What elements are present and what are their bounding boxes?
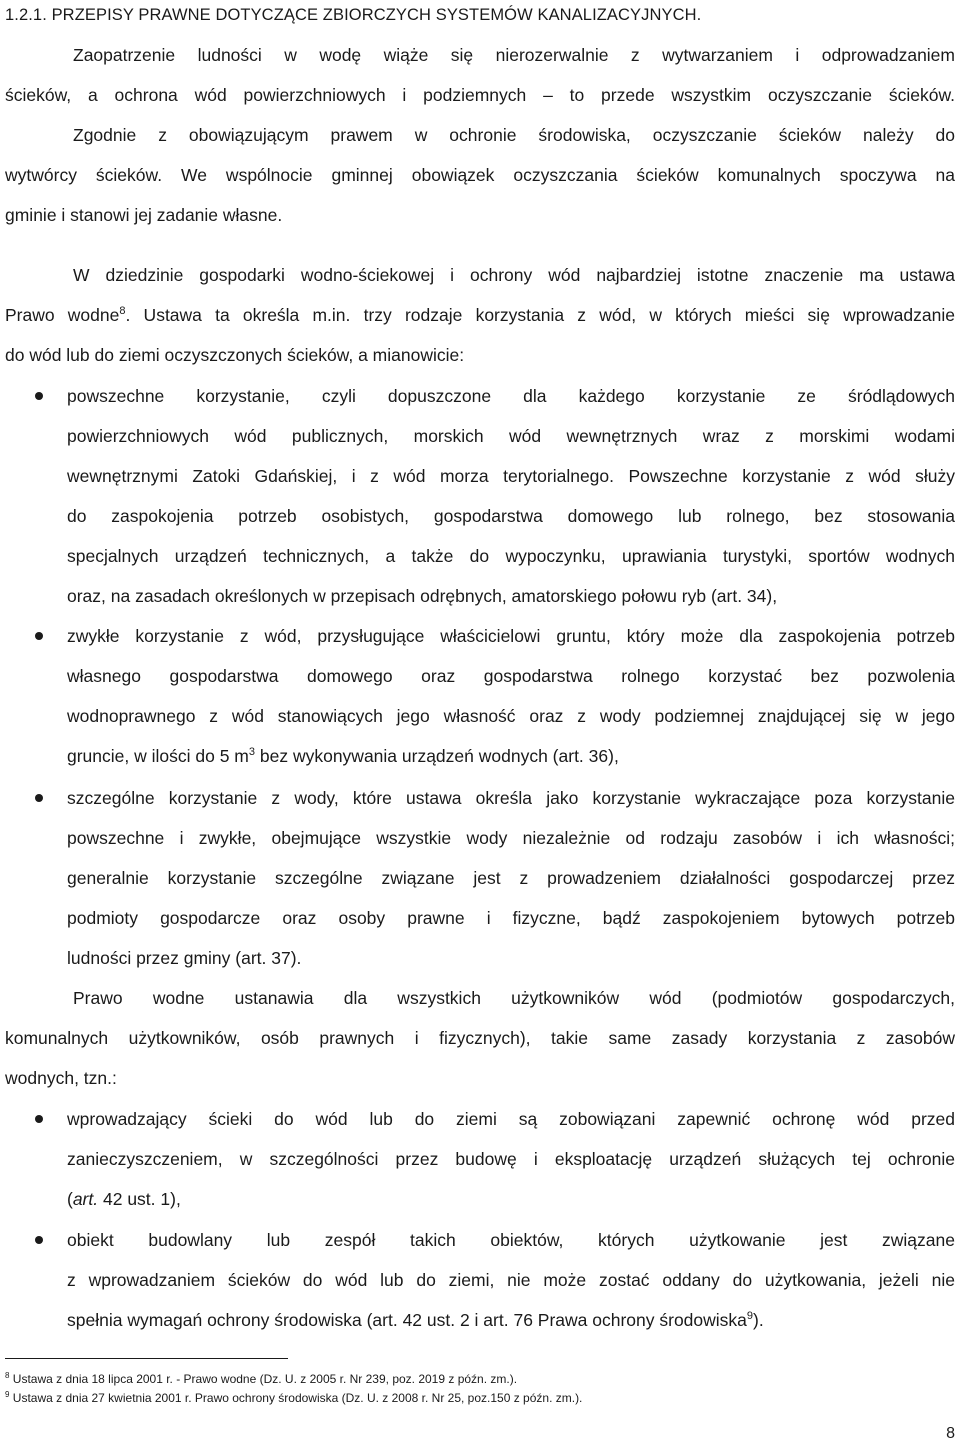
paragraph-3-line-3: wodnych, tzn.:	[5, 1068, 117, 1088]
list2-item2-line-2: z wprowadzaniem ścieków do wód lub do ziemi, nie może zostać oddany do użytkowania, jeżeli nie	[67, 1270, 955, 1290]
list2-item2-line-3: spełnia wymagań ochrony środowiska (art. 42 ust. 2 i art. 76 Prawa ochrony środowiska$^9$).	[67, 1310, 764, 1330]
paragraph-2-line-2: Prawo wodne$^8$. Ustawa ta określa m.in. trzy rodzaje korzystania z wód, w których mieści się wprowadzanie	[5, 305, 955, 325]
paragraph-2-line-1: W dziedzinie gospodarki wodno-ściekowej i ochrony wód najbardziej istotne znaczenie ma ustawa	[73, 265, 955, 285]
paragraph-3-line-2: komunalnych użytkowników, osób prawnych i fizycznych), takie same zasady korzystania z zasobów	[5, 1028, 955, 1048]
list1-item3-line-2: powszechne i zwykłe, obejmujące wszystkie wody niezależnie od rodzaju zasobów i ich własności;	[67, 828, 955, 848]
paragraph-1-line-5: gminie i stanowi jej zadanie własne.	[5, 205, 283, 225]
list1-item1-line-3: wewnętrznymi Zatoki Gdańskiej, i z wód morza terytorialnego. Powszechne korzystanie z wód służy	[67, 466, 955, 486]
list1-item2-line-3: wodnoprawnego z wód stanowiących jego własność oraz z wody podziemnej znajdującej się w jego	[67, 706, 955, 726]
paragraph-2-line-3: do wód lub do ziemi oczyszczonych ścieków, a mianowicie:	[5, 345, 465, 365]
list1-item1-line-2: powierzchniowych wód publicznych, morskich wód wewnętrznych wraz z morskimi wodami	[67, 426, 955, 446]
list1-item3-line-5: ludności przez gminy (art. 37).	[67, 948, 302, 968]
list1-item3-line-4: podmioty gospodarcze oraz osoby prawne i fizyczne, bądź zaspokojeniem bytowych potrzeb	[67, 908, 955, 928]
list1-item2-line-1: zwykłe korzystanie z wód, przysługujące właścicielowi gruntu, który może dla zaspokojenia potrzeb	[67, 626, 955, 646]
list2-item1-line-2: zanieczyszczeniem, w szczególności przez budowę i eksploatację urządzeń służących tej ochronie	[67, 1149, 955, 1169]
list1-item1-line-4: do zaspokojenia potrzeb osobistych, gospodarstwa domowego lub rolnego, bez stosowania	[67, 506, 955, 526]
section-heading: 1.2.1. PRZEPISY PRAWNE DOTYCZĄCE ZBIORCZYCH SYSTEMÓW KANALIZACYJNYCH.	[5, 6, 702, 24]
footnote-8: $^8$ Ustawa z dnia 18 lipca 2001 r. - Prawo wodne (Dz. U. z 2005 r. Nr 239, poz. 2019 z późn. zm.).	[5, 1371, 518, 1386]
list1-item1-line-1: powszechne korzystanie, czyli dopuszczone dla każdego korzystanie ze śródlądowych	[67, 386, 955, 406]
bullet-icon	[35, 632, 43, 640]
list1-item2-line-2: własnego gospodarstwa domowego oraz gospodarstwa rolnego korzystać bez pozwolenia	[67, 666, 955, 686]
paragraph-3-line-1: Prawo wodne ustanawia dla wszystkich użytkowników wód (podmiotów gospodarczych,	[73, 988, 955, 1008]
list1-item3-line-3: generalnie korzystanie szczególne związane jest z prowadzeniem działalności gospodarczej przez	[67, 868, 955, 888]
page-number: 8	[946, 1425, 955, 1442]
footnote-ref-8: 8	[119, 305, 126, 317]
superscript-3: 3	[248, 746, 256, 758]
footnote-ref-9: 9	[746, 1310, 754, 1322]
list1-item3-line-1: szczególne korzystanie z wody, które ustawa określa jako korzystanie wykraczające poza korzystanie	[67, 788, 955, 808]
bullet-icon	[35, 794, 43, 802]
footnote-9: $^9$ Ustawa z dnia 27 kwietnia 2001 r. Prawo ochrony środowiska (Dz. U. z 2008 r. Nr 25, poz.150 z późn. zm.).	[5, 1390, 583, 1405]
bullet-icon	[35, 392, 43, 400]
list2-item1-line-3: (art. 42 ust. 1),	[67, 1189, 181, 1209]
paragraph-1-line-1: Zaopatrzenie ludności w wodę wiąże się nierozerwalnie z wytwarzaniem i odprowadzaniem	[73, 45, 955, 65]
paragraph-1-line-2: ścieków, a ochrona wód powierzchniowych i podziemnych – to przede wszystkim oczyszczanie ścieków.	[5, 85, 955, 105]
list2-item1-line-1: wprowadzający ścieki do wód lub do ziemi są zobowiązani zapewnić ochronę wód przed	[67, 1109, 955, 1129]
list2-item2-line-1: obiekt budowlany lub zespół takich obiektów, których użytkowanie jest związane	[67, 1230, 955, 1250]
bullet-icon	[35, 1236, 43, 1244]
paragraph-1-line-4: wytwórcy ścieków. We wspólnocie gminnej obowiązek oczyszczania ścieków komunalnych spoczywa na	[5, 165, 955, 185]
list1-item1-line-6: oraz, na zasadach określonych w przepisach odrębnych, amatorskiego połowu ryb (art. 34),	[67, 586, 778, 606]
paragraph-1-line-3: Zgodnie z obowiązującym prawem w ochronie środowiska, oczyszczanie ścieków należy do	[73, 125, 955, 145]
footnote-separator	[5, 1358, 288, 1359]
bullet-icon	[35, 1115, 43, 1123]
list1-item2-line-4: gruncie, w ilości do 5 $m^3$ bez wykonywania urządzeń wodnych (art. 36),	[67, 746, 619, 766]
list1-item1-line-5: specjalnych urządzeń technicznych, a także do wypoczynku, uprawiania turystyki, sportów wodnych	[67, 546, 955, 566]
